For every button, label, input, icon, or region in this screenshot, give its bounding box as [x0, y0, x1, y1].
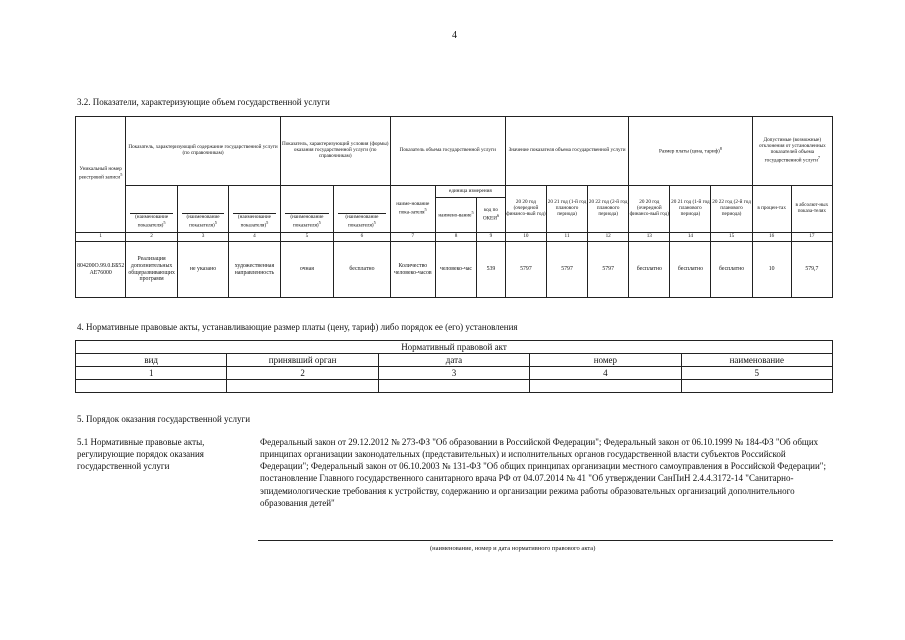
column-number: 13	[629, 233, 670, 242]
table-cell: 5797	[505, 242, 546, 298]
column-number: 12	[588, 233, 629, 242]
column-number: 17	[791, 233, 832, 242]
hdr-value-y1: 20 20 год (очередной финансо-вый год)	[505, 186, 546, 233]
hdr-fee-y2: 20 21 год (1-й год планового периода)	[670, 186, 711, 233]
column-number: 11	[546, 233, 587, 242]
table-cell: 5797	[546, 242, 587, 298]
hdr-unit: единица измерения	[435, 186, 505, 198]
fee-acts-table	[75, 340, 833, 393]
table-cell: очная	[280, 242, 333, 298]
hdr-value-y2: 20 21 год (1-й год планового периода)	[546, 186, 587, 233]
table-cell: бесплатно	[334, 242, 391, 298]
table-cell: 10	[752, 242, 791, 298]
table-cell: Количество человеко-часов	[390, 242, 435, 298]
hdr-deviation-percent: в процен-тах	[752, 186, 791, 233]
column-header: дата	[378, 354, 529, 367]
hdr-volume-indicator-name: наиме-нование пока-зателя$^5$	[390, 186, 435, 233]
column-number: 4	[530, 367, 681, 380]
hdr-indicator-name: (наименование показателя)$^5$	[177, 186, 228, 233]
hdr-value-group: Значение показателя объема государственной услуги	[505, 117, 628, 186]
section-51-label: 5.1 Нормативные правовые акты, регулирующие порядок оказания государственной услуги	[77, 437, 205, 472]
hdr-indicator-name: (наименование показателя)$^5$	[126, 186, 177, 233]
divider	[258, 540, 833, 541]
fee-acts-header-row	[76, 354, 833, 367]
table-cell: 804200О.99.0.ББ52АЕ76000	[76, 242, 126, 298]
hdr-content-group: Показатель, характеризующий содержание государственной услуги (по справочникам)	[126, 117, 280, 186]
fee-acts-number-row	[76, 367, 833, 380]
column-number: 5	[681, 367, 832, 380]
hdr-value-y3: 20 22 год (2-й год планового периода)	[588, 186, 629, 233]
column-number: 15	[711, 233, 752, 242]
table-cell: бесплатно	[670, 242, 711, 298]
column-number: 1	[76, 367, 227, 380]
hdr-fee-group: Размер платы (цена, тариф)$^8$	[629, 117, 752, 186]
section-32-title: 3.2. Показатели, характеризующие объем государственной услуги	[77, 97, 330, 107]
hdr-fee-y1: 20 20 год (очередной финансо-вый год)	[629, 186, 670, 233]
column-number: 10	[505, 233, 546, 242]
section-4-title: 4. Нормативные правовые акты, устанавливающие размер платы (цену, тариф) либо порядок ее (его) установления	[77, 322, 518, 332]
table-cell: 5797	[588, 242, 629, 298]
column-number: 14	[670, 233, 711, 242]
column-number: 9	[477, 233, 506, 242]
column-number: 8	[435, 233, 476, 242]
column-header: номер	[530, 354, 681, 367]
column-number: 2	[227, 367, 378, 380]
hdr-condition-group: Показатель, характеризующий условия (формы) оказания государственной услуги (по справочникам)	[280, 117, 390, 186]
table-cell: 539	[477, 242, 506, 298]
table-cell: художественная направленность	[229, 242, 280, 298]
hdr-deviation-group: Допустимые (возможные) отклонения от установленных показателей объема государственной услуги$^7$	[752, 117, 832, 186]
column-number: 16	[752, 233, 791, 242]
hdr-volume-group: Показатель объема государственной услуги	[390, 117, 505, 186]
hdr-deviation-absolute: в абсолют-ных показа-телях	[791, 186, 832, 233]
column-number-row	[76, 233, 833, 242]
hdr-indicator-name: (наименование показателя)$^5$	[334, 186, 391, 233]
column-number: 5	[280, 233, 333, 242]
section-51-text: Федеральный закон от 29.12.2012 № 273-ФЗ "Об образовании в Российской Федерации"; Федеральный закон от 06.10.1999 № 184-ФЗ "Об общих принципах организации законодательных (представительных) и исполнительных органов государственной власти субъектов Российской Федерации"; Федеральный закон от 06.10.2003 № 131-ФЗ "Об общих принципах организации местного самоуправления в Российской Федерации"; постановление Главного государственного санитарного врача РФ от 04.07.2014 № 41 "Об утверждении СанПиН 2.4.4.3172-14 "Санитарно-эпидемиологические требования к устройству, содержанию и организации режима работы образовательных организаций дополнительного образования детей"	[260, 437, 826, 508]
table-cell: бесплатно	[711, 242, 752, 298]
table-cell: Реализация дополнительных общеразвивающих программ	[126, 242, 177, 298]
column-number: 7	[390, 233, 435, 242]
table-row	[76, 242, 833, 298]
hdr-indicator-name: (наименование показателя)$^5$	[229, 186, 280, 233]
section-51-caption: (наименование, номер и дата нормативного правового акта)	[430, 545, 596, 552]
column-number: 3	[378, 367, 529, 380]
hdr-fee-y3: 20 22 год (2-й год планового периода)	[711, 186, 752, 233]
section-5-title: 5. Порядок оказания государственной услуги	[77, 414, 251, 424]
column-number: 2	[126, 233, 177, 242]
hdr-okei-code: код по ОКЕИ$^6$	[477, 198, 506, 233]
page-number: 4	[452, 30, 457, 41]
table-cell: не указано	[177, 242, 228, 298]
hdr-unit-name: наимено-вание$^5$	[435, 198, 476, 233]
column-number: 4	[229, 233, 280, 242]
hdr-indicator-name: (наименование показателя)$^5$	[280, 186, 333, 233]
column-number: 6	[334, 233, 391, 242]
volume-indicators-table	[75, 116, 833, 298]
table-cell: 579,7	[791, 242, 832, 298]
table-cell: бесплатно	[629, 242, 670, 298]
column-header: вид	[76, 354, 227, 367]
column-header: принявший орган	[227, 354, 378, 367]
column-number: 1	[76, 233, 126, 242]
hdr-unique-number: Уникальный номер реестровой записи$^5$	[76, 117, 126, 233]
table-cell: человеко-час	[435, 242, 476, 298]
table-row	[76, 380, 833, 393]
fee-acts-table-title: Нормативный правовой акт	[76, 341, 833, 354]
column-header: наименование	[681, 354, 832, 367]
column-number: 3	[177, 233, 228, 242]
